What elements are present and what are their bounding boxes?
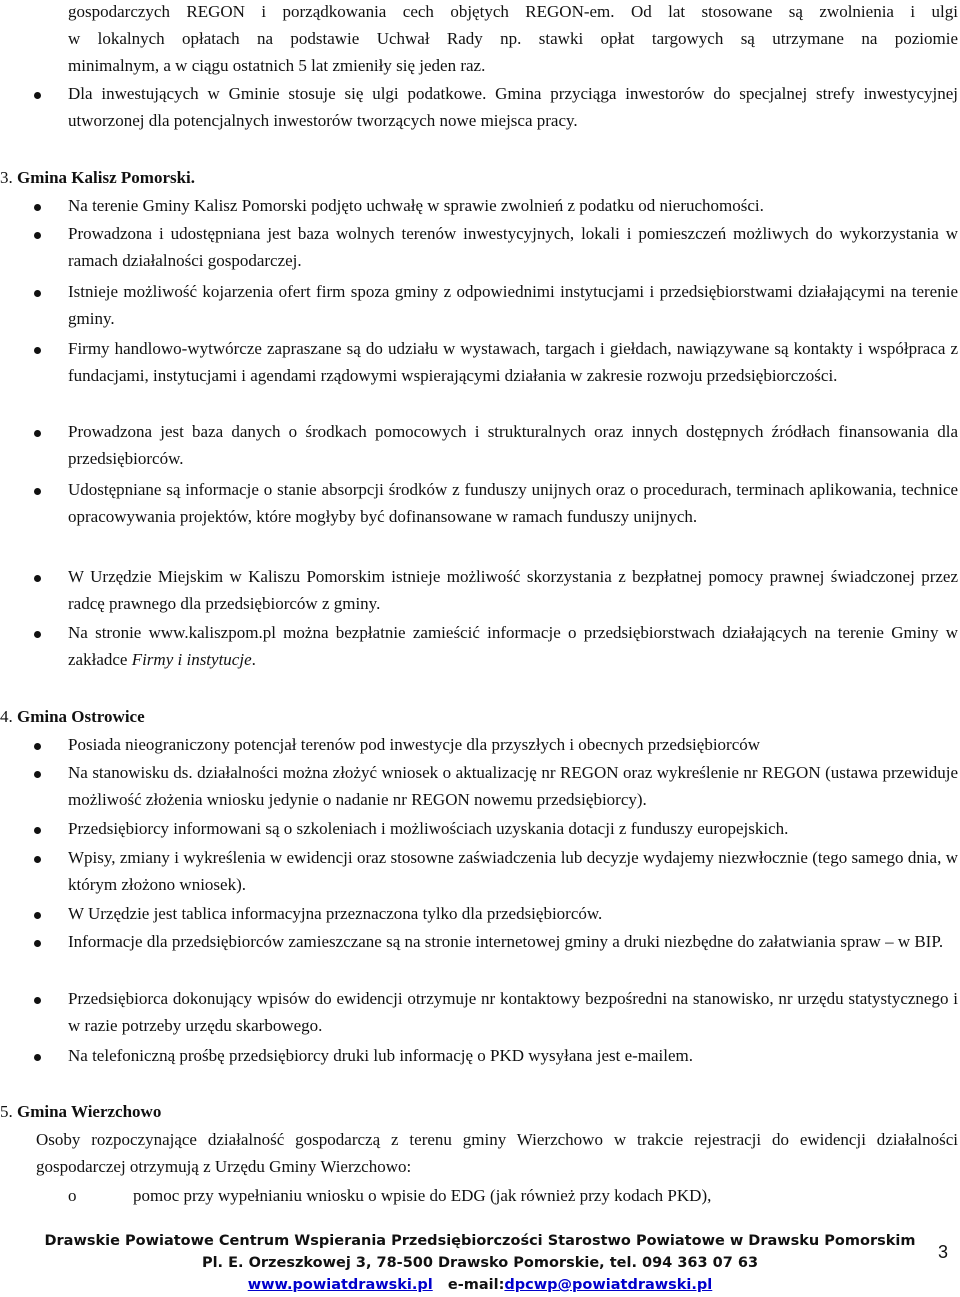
- section-number: 5.: [0, 1102, 13, 1121]
- bullet-icon: [34, 771, 44, 781]
- list-item: W Urzędzie jest tablica informacyjna przeznaczona tylko dla przedsiębiorców.: [68, 904, 603, 923]
- list-item: Informacje dla przedsiębiorców zamieszczane są na stronie internetowej gminy a druki niezbędne do załatwiania spraw – w BIP.: [68, 932, 944, 951]
- sub-list-item: pomoc przy wypełnianiu wniosku o wpisie do EDG (jak również przy kodach PKD),: [133, 1186, 712, 1205]
- section-heading-4: [0, 703, 145, 730]
- continuation-line-2: w lokalnych opłatach na podstawie Uchwał Rady np. stawki opłat targowych są utrzymane na poziomie: [68, 29, 958, 48]
- list-item: Dla inwestujących w Gminie stosuje się ulgi podatkowe. Gmina przyciąga inwestorów do specjalnej strefy inwestycyjnej utworzonej dla potencjalnych inwestorów tworzących nowe miejsca pracy.: [68, 84, 958, 130]
- bullet-icon: [34, 347, 44, 357]
- list-item: Prowadzona i udostępniana jest baza wolnych terenów inwestycyjnych, lokali i pomieszczeń możliwych do wykorzystania w ramach działalności gospodarczej.: [68, 224, 958, 270]
- continuation-line-3: minimalnym, a w ciągu ostatnich 5 lat zmieniły się jeden raz.: [68, 56, 486, 75]
- section-title: Gmina Wierzchowo: [17, 1102, 162, 1121]
- bullet-icon: [34, 92, 44, 102]
- continuation-line-1: gospodarczych REGON i porządkowania cech objętych REGON-em. Od lat stosowane są zwolnienia i ulgi: [68, 2, 958, 21]
- bullet-icon: [34, 912, 44, 922]
- bullet-icon: [34, 856, 44, 866]
- list-item-website: [68, 619, 958, 673]
- bullet-icon: [34, 743, 44, 753]
- sub-list-marker: o: [68, 1186, 77, 1205]
- list-item: Istnieje możliwość kojarzenia ofert firm spoza gminy z odpowiednimi instytucjami i przedsiębiorstwami działającymi na terenie gminy.: [68, 282, 958, 328]
- bullet-icon: [34, 940, 44, 950]
- section-title: Gmina Ostrowice: [17, 707, 145, 726]
- bullet-icon: [34, 488, 44, 498]
- sentence-end: .: [251, 650, 256, 669]
- list-item: Prowadzona jest baza danych o środkach pomocowych i strukturalnych oraz innych dostępnych źródłach finansowania dla przedsiębiorców.: [68, 422, 958, 468]
- section-number: 4.: [0, 707, 13, 726]
- list-item: Przedsiębiorca dokonujący wpisów do ewidencji otrzymuje nr kontaktowy bezpośredni na stanowisko, nr urzędu statystycznego i w razie potrzeby urzędu skarbowego.: [68, 989, 958, 1035]
- bullet-icon: [34, 997, 44, 1007]
- website-text: Na stronie www.kaliszpom.pl można bezpłatnie zamieścić informacje o przedsiębiorstwach działających na terenie Gminy w zakładce: [68, 623, 958, 669]
- bullet-icon: [34, 204, 44, 214]
- list-item: Przedsiębiorcy informowani są o szkoleniach i możliwościach uzyskania dotacji z funduszy europejskich.: [68, 819, 789, 838]
- footer-email-label: e-mail:: [447, 1277, 505, 1293]
- bullet-icon: [34, 575, 44, 585]
- list-item: Udostępniane są informacje o stanie absorpcji środków z funduszy unijnych oraz o procedurach, terminach aplikowania, technice opracowywania projektów, które mogłyby być dofinansowane w ramach funduszy unijnych.: [68, 480, 958, 526]
- list-item: Na terenie Gminy Kalisz Pomorski podjęto uchwałę w sprawie zwolnień z podatku od nieruchomości.: [68, 196, 764, 215]
- bullet-icon: [34, 232, 44, 242]
- bullet-icon: [34, 1054, 44, 1064]
- footer-website-link[interactable]: www.powiatdrawski.pl: [247, 1277, 433, 1293]
- section-heading-5: [0, 1098, 161, 1125]
- section-paragraph: Osoby rozpoczynające działalność gospodarczą z terenu gminy Wierzchowo w trakcie rejestracji do ewidencji działalności gospodarczej otrzymują z Urzędu Gminy Wierzchowo:: [36, 1130, 958, 1176]
- footer-organization: Drawskie Powiatowe Centrum Wspierania Przedsiębiorczości Starostwo Powiatowe w Drawsku Pomorskim: [44, 1233, 916, 1249]
- page-footer: [0, 1230, 960, 1296]
- footer-email-link[interactable]: dpcwp@powiatdrawski.pl: [504, 1277, 713, 1293]
- list-item: Firmy handlowo-wytwórcze zapraszane są do udziału w wystawach, targach i giełdach, nawiązywane są kontakty i współpraca z fundacjami, instytucjami i agendami rządowymi wspierającymi działania w zakresie rozwoju przedsiębiorczości.: [68, 339, 958, 385]
- tab-name-italic: Firmy i instytucje: [131, 650, 252, 669]
- footer-address: Pl. E. Orzeszkowej 3, 78-500 Drawsko Pomorskie, tel. 094 363 07 63: [201, 1255, 759, 1271]
- section-number: 3.: [0, 168, 13, 187]
- bullet-icon: [34, 827, 44, 837]
- list-item: Wpisy, zmiany i wykreślenia w ewidencji oraz stosowne zaświadczenia lub decyzje wydajemy niezwłocznie (tego samego dnia, w którym złożono wniosek).: [68, 848, 958, 894]
- list-item: Na telefoniczną prośbę przedsiębiorcy druki lub informację o PKD wysyłana jest e-mailem.: [68, 1046, 694, 1065]
- section-title: Gmina Kalisz Pomorski.: [17, 168, 196, 187]
- section-heading-3: [0, 164, 195, 191]
- list-item: W Urzędzie Miejskim w Kaliszu Pomorskim istnieje możliwość skorzystania z bezpłatnej pomocy prawnej świadczonej przez radcę prawnego dla przedsiębiorców z gminy.: [68, 567, 958, 613]
- page-number: 3: [938, 1242, 949, 1262]
- bullet-icon: [34, 430, 44, 440]
- list-item: Na stanowisku ds. działalności można złożyć wniosek o aktualizację nr REGON oraz wykreślenie nr REGON (ustawa przewiduje możliwość złożenia wniosku jedynie o nadanie nr REGON nowemu przedsiębiorcy).: [68, 763, 958, 809]
- bullet-icon: [34, 290, 44, 300]
- bullet-icon: [34, 631, 44, 641]
- list-item: Posiada nieograniczony potencjał terenów pod inwestycje dla przyszłych i obecnych przedsiębiorców: [68, 735, 761, 754]
